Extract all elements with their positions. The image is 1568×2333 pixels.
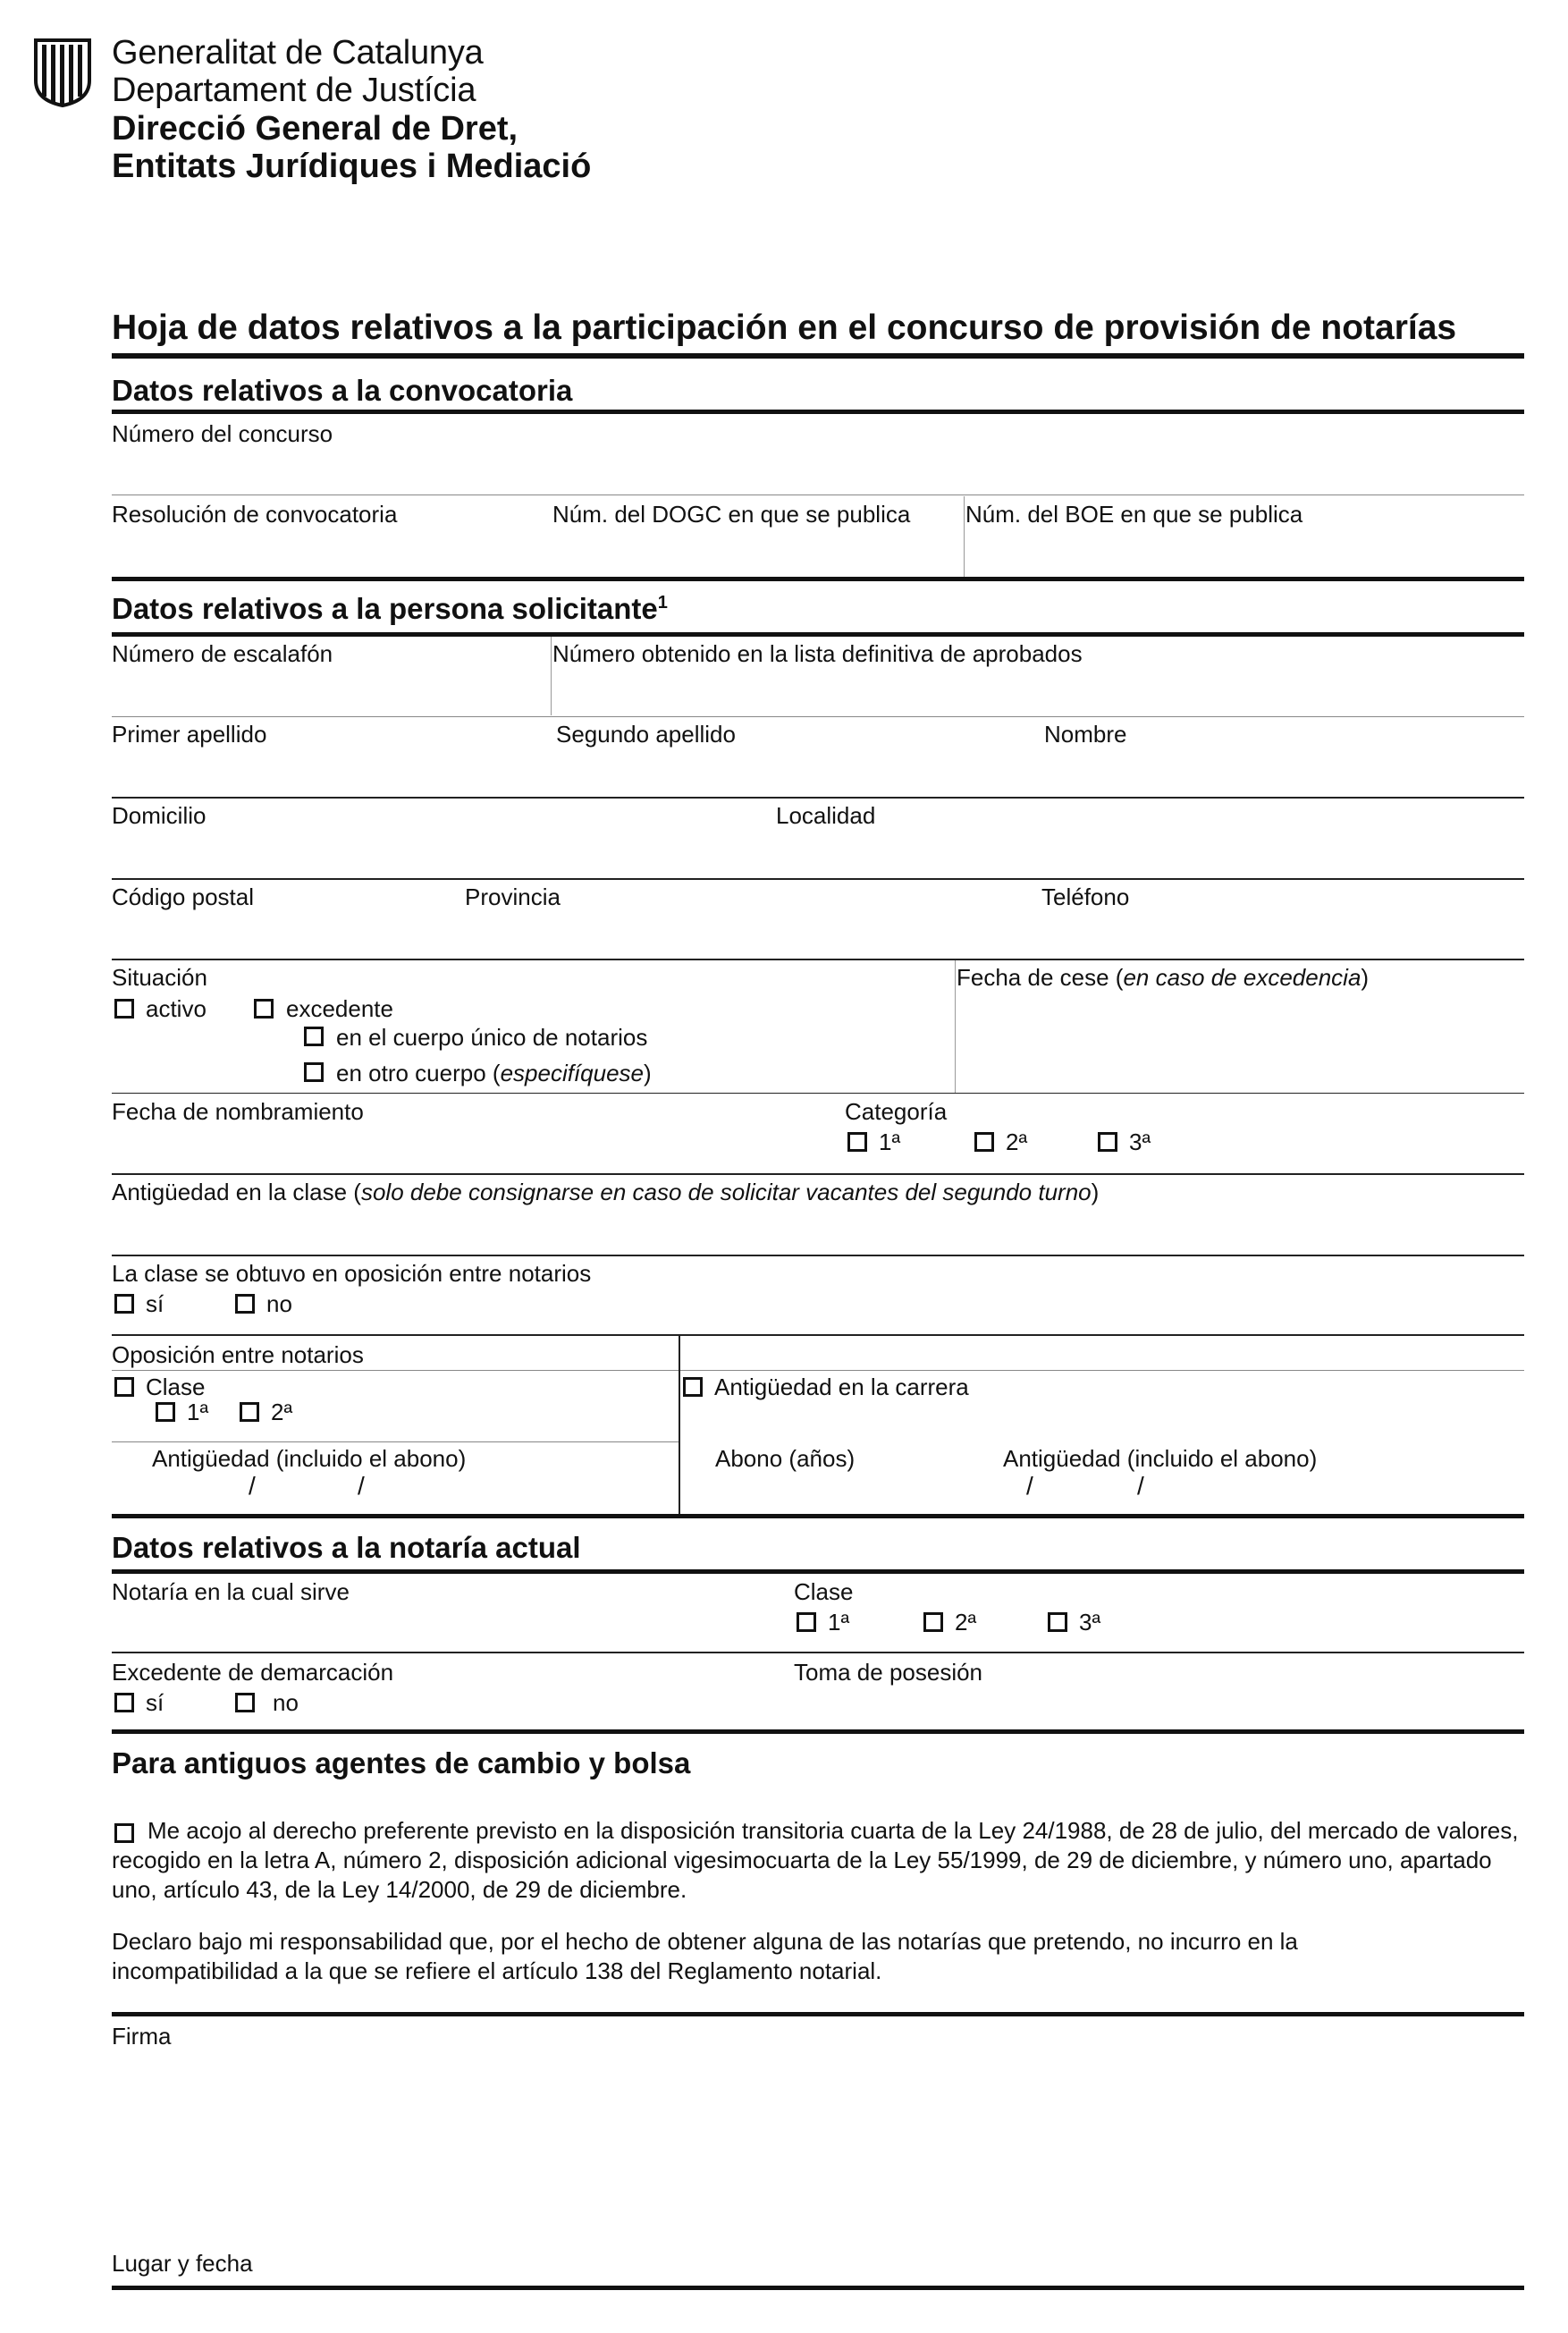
org-name: Generalitat de Catalunya <box>112 34 484 72</box>
divider <box>964 496 965 577</box>
segundo-apellido-label: Segundo apellido <box>556 721 736 748</box>
primer-apellido-field[interactable] <box>112 749 541 794</box>
clase-checkbox[interactable] <box>114 1377 134 1397</box>
section-agentes-heading: Para antiguos agentes de cambio y bolsa <box>112 1746 691 1779</box>
clase-2-label: 2ª <box>271 1399 293 1425</box>
antiguedad-carrera-label: Antigüedad en la carrera <box>714 1374 969 1400</box>
divider <box>112 716 1524 717</box>
directorate-line1: Direcció General de Dret, <box>112 110 518 148</box>
date-separator: / <box>249 1472 256 1500</box>
resolucion-label: Resolución de convocatoria <box>112 501 398 528</box>
date-separator: / <box>1026 1472 1033 1500</box>
section-rule <box>112 410 1524 414</box>
otro-cuerpo-text: en otro cuerpo ( <box>336 1060 501 1086</box>
categoria-label: Categoría <box>845 1098 948 1125</box>
section-rule <box>112 1729 1524 1734</box>
antiguedad-abono2-label: Antigüedad (incluido el abono) <box>1003 1445 1318 1472</box>
provincia-label: Provincia <box>465 883 561 910</box>
notaria-sirve-label: Notaría en la cual sirve <box>112 1578 350 1605</box>
date-separator: / <box>358 1472 365 1500</box>
divider <box>112 1441 679 1442</box>
fecha-cese-end: ) <box>1361 964 1370 991</box>
notaria-clase-2-label: 2ª <box>955 1609 977 1636</box>
directorate-line2: Entitats Jurídiques i Mediació <box>112 148 592 185</box>
categoria-1-checkbox[interactable] <box>847 1132 867 1152</box>
section-convocatoria-heading: Datos relativos a la convocatoria <box>112 374 573 407</box>
activo-label: activo <box>146 995 207 1022</box>
otro-cuerpo-end: ) <box>644 1060 652 1086</box>
footnote-marker: 1 <box>657 593 668 613</box>
fecha-cese-field[interactable] <box>957 994 1520 1088</box>
escalafon-label: Número de escalafón <box>112 640 333 667</box>
section-rule <box>112 2286 1524 2290</box>
domicilio-label: Domicilio <box>112 802 207 829</box>
clase-1-checkbox[interactable] <box>156 1402 175 1422</box>
declaro-text: Declaro bajo mi responsabilidad que, por el hecho de obtener alguna de las notarías que pretendo, no incurro en la incompatibilidad a la que se refiere el artículo 138 del Reglamento notarial. <box>112 1928 1298 1984</box>
fecha-cese-label <box>957 964 1369 991</box>
activo-checkbox[interactable] <box>114 999 134 1019</box>
categoria-3-checkbox[interactable] <box>1098 1132 1117 1152</box>
lugar-fecha-label: Lugar y fecha <box>112 2250 253 2277</box>
notaria-clase-1-checkbox[interactable] <box>797 1612 816 1632</box>
acojo-text: Me acojo al derecho preferente previsto en la disposición transitoria cuarta de la Ley 24/1988, de 28 de julio, del mercado de valores, recogido en la letra A, número 2, disposición adicional vigesimocuarta de la Ley 55/1999, de 29 de diciembre, y número uno, apartado uno, artículo 43, de la Ley 14/2000, de 29 de diciembre. <box>112 1817 1519 1903</box>
divider <box>112 1334 1524 1336</box>
numero-concurso-label: Número del concurso <box>112 420 333 447</box>
segundo-apellido-field[interactable] <box>556 749 1021 794</box>
divider <box>112 494 1524 495</box>
fecha-cese-italic: en caso de excedencia <box>1123 964 1361 991</box>
excedente-checkbox[interactable] <box>254 999 274 1019</box>
excedente-label: excedente <box>286 995 393 1022</box>
localidad-label: Localidad <box>776 802 876 829</box>
antiguedad-clase-italic: solo debe consignarse en caso de solicitar vacantes del segundo turno <box>360 1179 1092 1205</box>
dogc-label: Núm. del DOGC en que se publica <box>552 501 911 528</box>
telefono-label: Teléfono <box>1041 883 1130 910</box>
codigo-postal-label: Código postal <box>112 883 254 910</box>
antiguedad-clase-text: Antigüedad en la clase ( <box>112 1179 361 1205</box>
escalafon-field[interactable] <box>112 669 541 714</box>
antiguedad-clase-field[interactable] <box>112 1207 1524 1252</box>
fecha-nombramiento-label: Fecha de nombramiento <box>112 1098 364 1125</box>
divider <box>112 878 1524 880</box>
boe-field[interactable] <box>965 529 1520 574</box>
antiguedad-abono-label: Antigüedad (incluido el abono) <box>152 1445 467 1472</box>
section-rule <box>112 632 1524 637</box>
firma-field[interactable] <box>112 2052 1524 2249</box>
divider <box>112 1093 1524 1094</box>
situacion-label: Situación <box>112 964 207 991</box>
notaria-clase-2-checkbox[interactable] <box>923 1612 943 1632</box>
section-notaria-heading: Datos relativos a la notaría actual <box>112 1531 581 1564</box>
codigo-postal-field[interactable] <box>112 912 451 957</box>
categoria-2-label: 2ª <box>1006 1128 1028 1155</box>
localidad-field[interactable] <box>776 832 1518 876</box>
section-solicitante-title: Datos relativos a la persona solicitante <box>112 592 658 625</box>
fecha-nombramiento-field[interactable] <box>112 1127 827 1170</box>
column-divider <box>679 1335 680 1514</box>
otro-cuerpo-checkbox[interactable] <box>304 1062 324 1082</box>
section-rule <box>112 1514 1524 1518</box>
divider <box>955 960 956 1093</box>
telefono-field[interactable] <box>1041 912 1520 957</box>
antiguedad-clase-end: ) <box>1091 1179 1100 1205</box>
fecha-cese-text: Fecha de cese ( <box>957 964 1124 991</box>
otro-cuerpo-italic: especifíquese <box>500 1060 645 1086</box>
excedente-demarcacion-label: Excedente de demarcación <box>112 1659 394 1686</box>
clase-label: Clase <box>146 1374 206 1400</box>
numero-concurso-field[interactable] <box>112 447 1524 492</box>
oposicion-entre-label: Oposición entre notarios <box>112 1341 364 1368</box>
date-separator: / <box>1137 1472 1144 1500</box>
cuerpo-unico-checkbox[interactable] <box>304 1027 324 1046</box>
firma-label: Firma <box>112 2023 172 2050</box>
lista-label: Número obtenido en la lista definitiva de aprobados <box>552 640 1083 667</box>
cuerpo-unico-label: en el cuerpo único de notarios <box>336 1024 648 1051</box>
clase-1-label: 1ª <box>187 1399 209 1425</box>
page-title: Hoja de datos relativos a la participación en el concurso de provisión de notarías <box>112 309 1457 347</box>
domicilio-field[interactable] <box>112 832 755 876</box>
notaria-clase-3-checkbox[interactable] <box>1048 1612 1067 1632</box>
section-rule <box>112 577 1524 581</box>
nombre-field[interactable] <box>1044 749 1518 794</box>
antiguedad-clase-label <box>112 1179 1099 1205</box>
divider <box>112 959 1524 960</box>
categoria-2-checkbox[interactable] <box>974 1132 994 1152</box>
notaria-clase-1-label: 1ª <box>828 1609 850 1636</box>
otro-cuerpo-label <box>336 1060 652 1086</box>
clase-oposicion-no-label: no <box>266 1290 292 1317</box>
notaria-clase-label: Clase <box>794 1578 854 1605</box>
title-rule <box>112 353 1524 359</box>
abono-anos-label: Abono (años) <box>715 1445 856 1472</box>
section-rule <box>112 2012 1524 2016</box>
department-name: Departament de Justícia <box>112 72 476 109</box>
lista-field[interactable] <box>552 669 1518 714</box>
divider <box>112 797 1524 799</box>
generalitat-logo <box>31 36 94 107</box>
section-rule <box>112 1569 1524 1574</box>
toma-posesion-label: Toma de posesión <box>794 1659 983 1686</box>
divider <box>112 1370 1524 1371</box>
clase-oposicion-no-checkbox[interactable] <box>235 1294 255 1314</box>
divider <box>112 1652 1524 1653</box>
divider <box>112 1173 1524 1175</box>
dogc-field[interactable] <box>552 529 955 574</box>
categoria-3-label: 3ª <box>1129 1128 1151 1155</box>
boe-label: Núm. del BOE en que se publica <box>965 501 1303 528</box>
categoria-1-label: 1ª <box>879 1128 901 1155</box>
excedente-no-checkbox[interactable] <box>235 1693 255 1712</box>
clase-2-checkbox[interactable] <box>240 1402 259 1422</box>
primer-apellido-label: Primer apellido <box>112 721 267 748</box>
nombre-label: Nombre <box>1044 721 1127 748</box>
excedente-no-label: no <box>273 1689 299 1716</box>
antiguedad-carrera-checkbox[interactable] <box>683 1377 703 1397</box>
notaria-clase-3-label: 3ª <box>1079 1609 1101 1636</box>
section-solicitante-heading <box>112 592 668 626</box>
excedente-si-checkbox[interactable] <box>114 1693 134 1712</box>
divider <box>112 1255 1524 1256</box>
toma-posesion-field[interactable] <box>794 1688 1518 1726</box>
resolucion-field[interactable] <box>112 529 541 574</box>
lugar-fecha-field[interactable] <box>304 2246 1520 2282</box>
clase-oposicion-si-label: sí <box>146 1290 164 1317</box>
provincia-field[interactable] <box>465 912 1028 957</box>
divider <box>551 637 552 715</box>
clase-oposicion-label: La clase se obtuvo en oposición entre notarios <box>112 1260 592 1287</box>
excedente-si-label: sí <box>146 1689 164 1716</box>
clase-oposicion-si-checkbox[interactable] <box>114 1294 134 1314</box>
notaria-sirve-field[interactable] <box>112 1610 773 1650</box>
